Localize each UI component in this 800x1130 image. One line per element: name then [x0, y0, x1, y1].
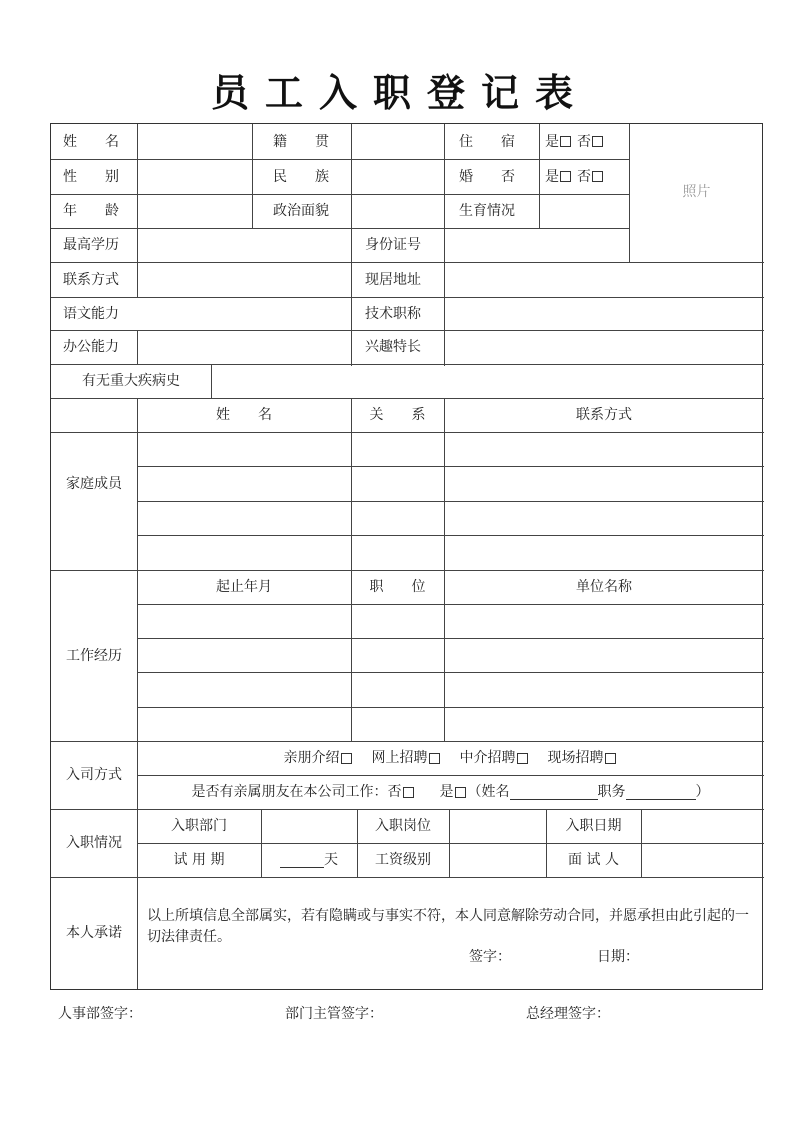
- join-agency-checkbox[interactable]: [517, 753, 528, 764]
- relatives-name-blank[interactable]: [510, 785, 598, 800]
- marital-no-checkbox[interactable]: [592, 171, 603, 182]
- probation-days-blank[interactable]: [280, 853, 324, 868]
- interviewer-label: 面 试 人: [568, 852, 619, 868]
- dept-head-signature-label: 部门主管签字：: [285, 1006, 383, 1022]
- onboard-section-label: 入职情况: [66, 835, 122, 851]
- form-title: 员工入职登记表: [210, 71, 589, 115]
- illness-label: 有无重大疾病史: [82, 373, 180, 389]
- post-label: 入职岗位: [375, 818, 431, 834]
- work-col-period: 起止年月: [216, 579, 272, 595]
- join-referral-checkbox[interactable]: [341, 753, 352, 764]
- work-col-company: 单位名称: [576, 579, 632, 595]
- join-section-label: 入司方式: [66, 767, 122, 783]
- registration-table: [50, 123, 763, 990]
- language-label: 语文能力: [63, 305, 119, 322]
- pledge-text: 以上所填信息全部属实，若有隐瞒或与事实不符，本人同意解除劳动合同，并愿承担由此引起的一切法律责任。: [147, 908, 749, 945]
- photo-box: [629, 124, 764, 262]
- housing-label: 住 宿: [459, 133, 515, 150]
- gm-signature-label: 总经理签字：: [526, 1006, 610, 1022]
- family-col-contact: 联系方式: [576, 407, 632, 423]
- education-label: 最高学历: [63, 237, 119, 253]
- address-label: 现居地址: [365, 271, 421, 288]
- relatives-question: 是否有亲属朋友在本公司工作：否 是 （姓名 职务 ）: [191, 784, 710, 800]
- family-section-label: 家庭成员: [66, 476, 122, 492]
- dept-label: 入职部门: [171, 818, 227, 834]
- tech-title-label: 技术职称: [365, 305, 421, 322]
- salary-label: 工资级别: [375, 852, 431, 868]
- hobby-label: 兴趣特长: [365, 339, 421, 355]
- political-label: 政治面貌: [273, 203, 329, 219]
- join-date-label: 入职日期: [565, 818, 622, 834]
- office-skill-label: 办公能力: [63, 339, 119, 355]
- name-label: 姓 名: [63, 133, 119, 150]
- id-number-label: 身份证号: [365, 237, 421, 253]
- relatives-yes-checkbox[interactable]: [455, 787, 466, 798]
- family-col-name: 姓 名: [216, 407, 272, 423]
- housing-options: 是 否: [545, 124, 629, 159]
- contact-label: 联系方式: [63, 271, 119, 288]
- pledge-sign-label: 签字：: [469, 949, 511, 965]
- relatives-job-blank[interactable]: [626, 785, 696, 800]
- work-col-position: 职 位: [369, 579, 426, 595]
- work-section-label: 工作经历: [66, 647, 122, 664]
- childbearing-label: 生育情况: [459, 203, 515, 219]
- housing-yes-checkbox[interactable]: [560, 136, 571, 147]
- age-label: 年 龄: [63, 203, 119, 219]
- hr-signature-label: 人事部签字：: [58, 1006, 142, 1022]
- photo-label: 照片: [682, 184, 711, 200]
- marital-yes-checkbox[interactable]: [560, 171, 571, 182]
- family-col-relation: 关 系: [369, 407, 426, 423]
- marital-options: 是 否: [545, 159, 629, 194]
- marital-label: 婚 否: [459, 168, 515, 185]
- pledge-date-label: 日期：: [597, 949, 639, 965]
- native-place-label: 籍 贯: [273, 133, 329, 150]
- probation-days: 天: [261, 843, 357, 877]
- join-online-checkbox[interactable]: [429, 753, 440, 764]
- join-options: 亲朋介绍 网上招聘 中介招聘 现场招聘: [137, 741, 764, 775]
- probation-label: 试 用 期: [173, 852, 225, 868]
- ethnicity-label: 民 族: [273, 168, 329, 185]
- join-onsite-checkbox[interactable]: [605, 753, 616, 764]
- relatives-no-checkbox[interactable]: [403, 787, 414, 798]
- housing-no-checkbox[interactable]: [592, 136, 603, 147]
- gender-label: 性 别: [63, 168, 119, 185]
- pledge-section-label: 本人承诺: [66, 925, 122, 941]
